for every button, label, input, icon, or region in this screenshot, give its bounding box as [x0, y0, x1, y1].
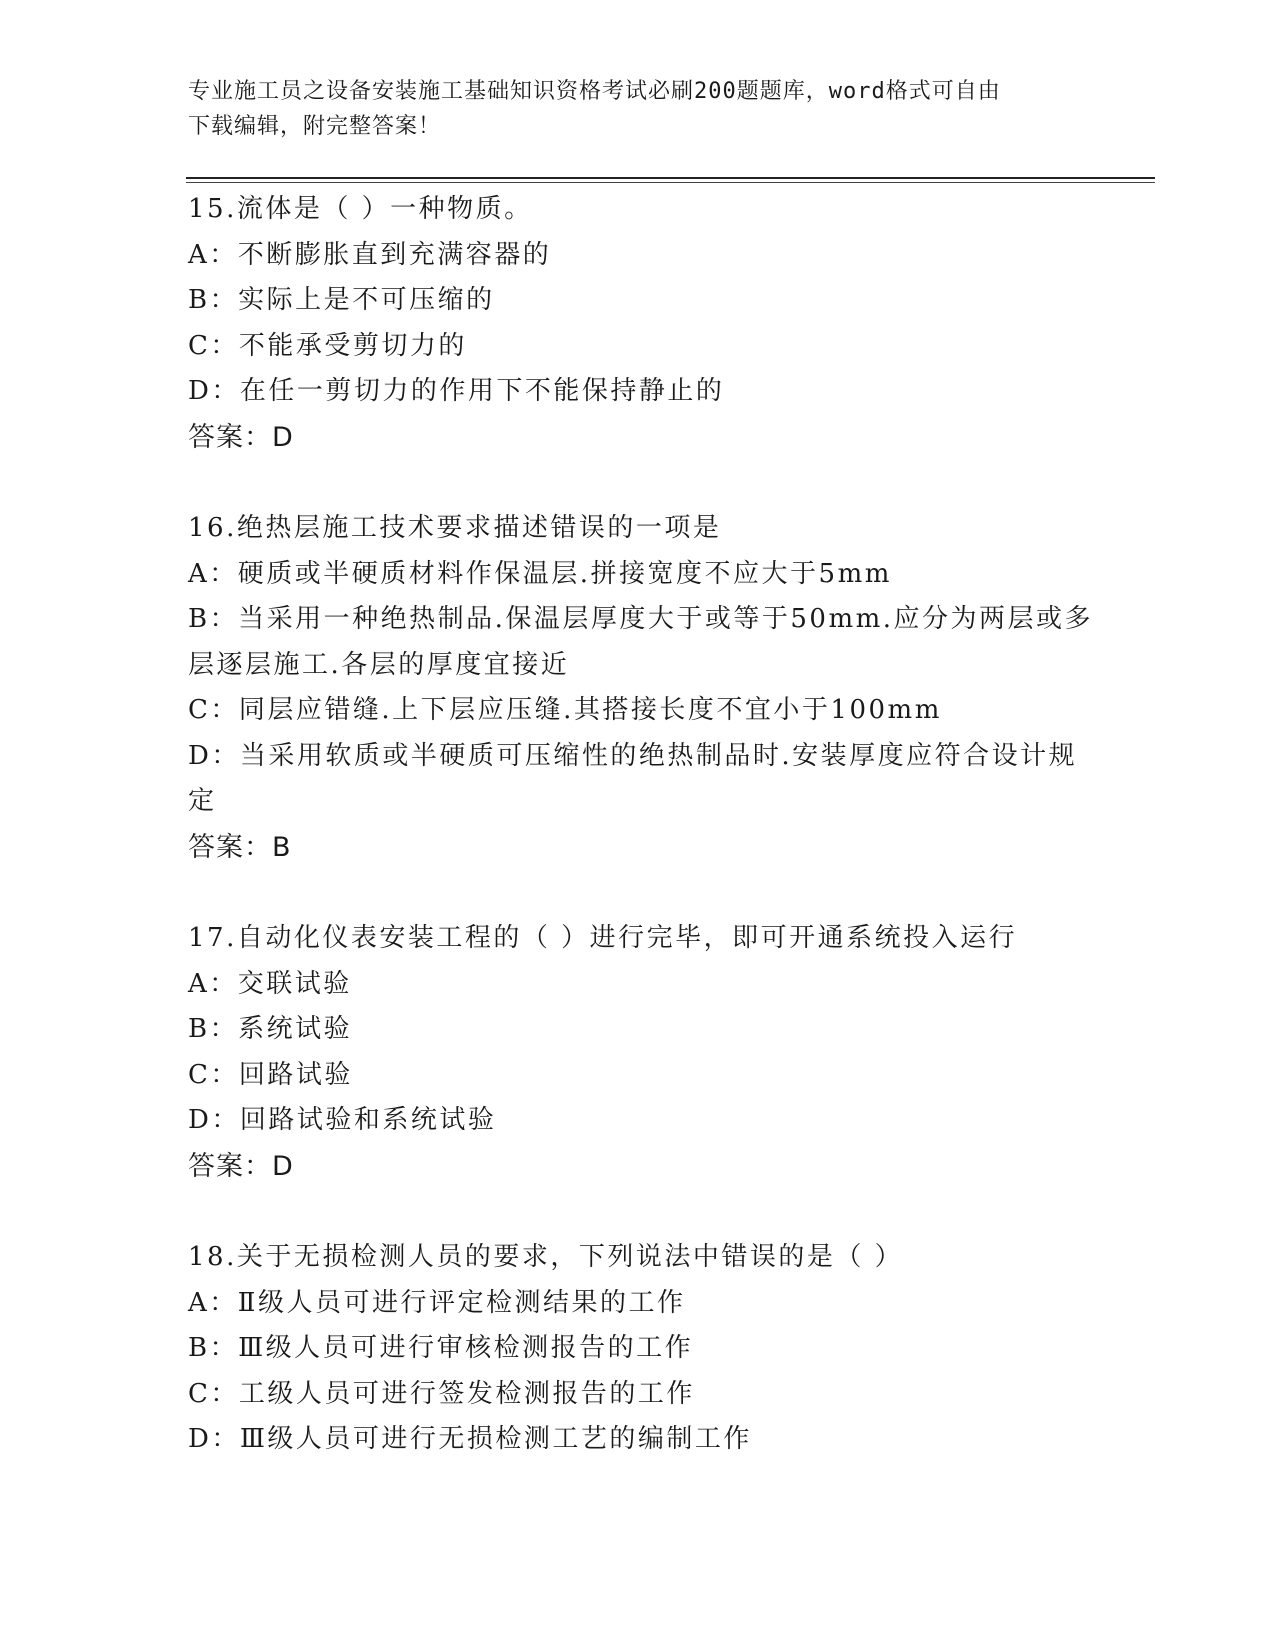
option-c: C：工级人员可进行签发检测报告的工作 — [188, 1378, 695, 1409]
option-b: B：系统试验 — [188, 1014, 353, 1044]
question-17 — [188, 916, 1098, 1189]
option-c: C：回路试验 — [188, 1059, 353, 1090]
option-a: A：Ⅱ级人员可进行评定检测结果的工作 — [188, 1287, 686, 1318]
option-d: D：当采用软质或半硬质可压缩性的绝热制品时.安装厚度应符合设计规定 — [188, 740, 1078, 816]
question-list — [188, 187, 1098, 1509]
option-b: B：实际上是不可压缩的 — [188, 285, 495, 315]
question-16 — [188, 506, 1098, 870]
option-a: A：硬质或半硬质材料作保温层.拼接宽度不应大于5mm — [188, 558, 892, 589]
question-stem: 15.流体是（ ）一种物质。 — [188, 194, 533, 224]
answer: 答案：D — [188, 1150, 294, 1182]
question-stem: 16.绝热层施工技术要求描述错误的一项是 — [188, 513, 722, 543]
option-b: B：当采用一种绝热制品.保温层厚度大于或等于50mm.应分为两层或多层逐层施工.各层的厚度宜接近 — [188, 604, 1094, 680]
question-stem: 18.关于无损检测人员的要求，下列说法中错误的是（ ） — [188, 1242, 904, 1272]
document-header — [188, 74, 1068, 144]
header-line-1: 专业施工员之设备安装施工基础知识资格考试必刷200题题库，word格式可自由 — [188, 79, 1001, 104]
option-c: C：同层应错缝.上下层应压缝.其搭接长度不宜小于100mm — [188, 695, 942, 725]
question-15 — [188, 187, 1098, 460]
header-divider-thick — [186, 177, 1155, 179]
header-divider-thin — [186, 182, 1155, 183]
answer: 答案：B — [188, 831, 292, 863]
option-d: D：回路试验和系统试验 — [188, 1105, 497, 1135]
option-b: B：Ⅲ级人员可进行审核检测报告的工作 — [188, 1333, 694, 1363]
option-a: A：交联试验 — [188, 968, 352, 999]
option-a: A：不断膨胀直到充满容器的 — [188, 239, 552, 270]
option-c: C：不能承受剪切力的 — [188, 330, 467, 361]
option-d: D：Ⅲ级人员可进行无损检测工艺的编制工作 — [188, 1424, 752, 1454]
question-18 — [188, 1235, 1098, 1463]
header-line-2: 下载编辑，附完整答案！ — [188, 114, 442, 139]
answer: 答案：D — [188, 421, 294, 453]
question-stem: 17.自动化仪表安装工程的（ ）进行完毕，即可开通系统投入运行 — [188, 923, 1018, 953]
option-d: D：在任一剪切力的作用下不能保持静止的 — [188, 376, 725, 406]
